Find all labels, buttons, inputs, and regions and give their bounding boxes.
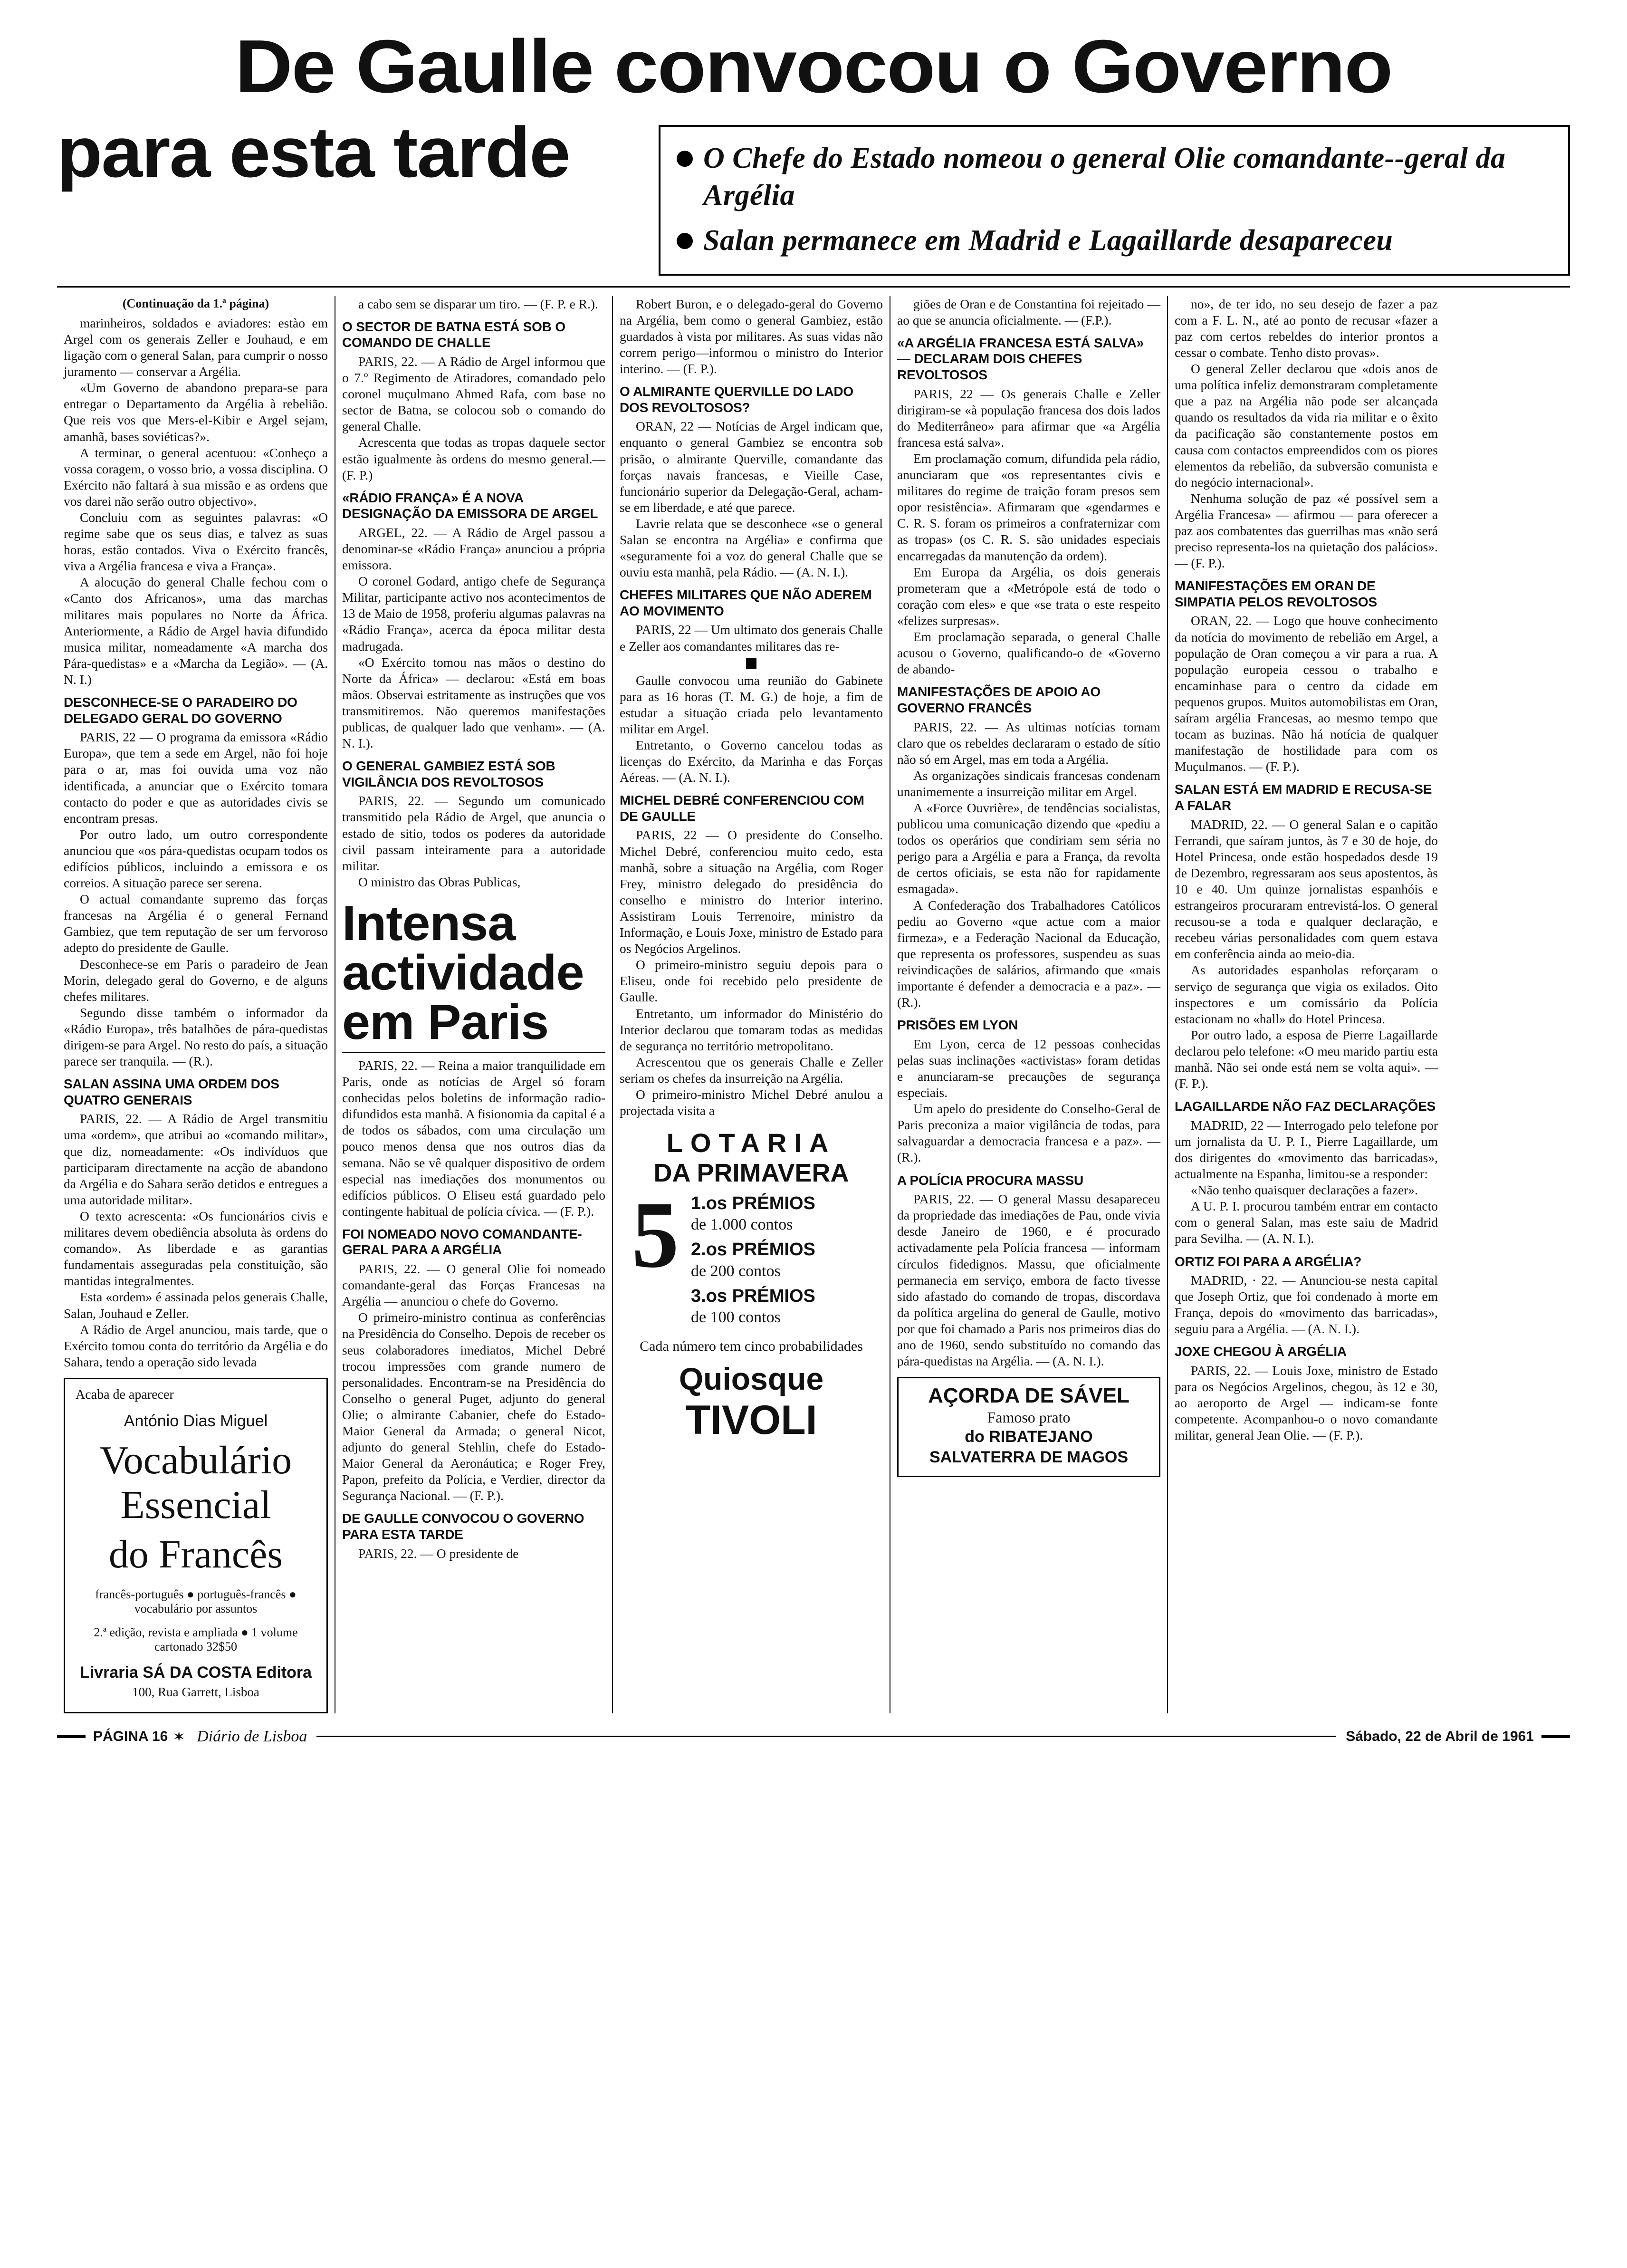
lottery-big-number: 5 — [632, 1182, 679, 1288]
paragraph: MADRID, 22. — O general Salan e o capitão Ferrandi, que saíram juntos, às 7 e 30 de hoje, do Hotel Princesa, onde estão hospedados desde 19 de Dezembro, regressaram aos seus apostentos, às 10 e 40. Um quinze jornalistas espanhóis e estrangeiros procuraram entrevistá-los. O general recusou-se a toda e qualquer declaração, e recebeu várias personalidades com quem estava em conferência ainda ao meio-dia. — [1175, 817, 1438, 961]
bullet-item — [677, 140, 1552, 214]
paragraph: Em Europa da Argélia, os dois generais prometeram que a «Metrópole está de todo o coração com eles» e que «se trata o este respeito «felizes surpresas». — [897, 564, 1160, 628]
lottery-note: Cada número tem cinco probabilidades — [640, 1338, 863, 1354]
paragraph: no», de ter ido, no seu desejo de fazer a paz com a F. L. N., até ao ponto de recusar «fazer a paz com certos rebeldes do interior prontos a cessar o combate. Tenho disto provas». — [1175, 296, 1438, 360]
lottery-subtitle: DA PRIMAVERA — [653, 1159, 849, 1188]
column-2 — [335, 296, 612, 1713]
prize-amount: de 1.000 contos — [691, 1216, 793, 1234]
section-subhead: FOI NOMEADO NOVO COMANDANTE-GERAL PARA A ARGÉLIA — [342, 1226, 582, 1258]
secondary-banner-headline: Intensa actividade em Paris — [342, 895, 584, 1050]
paragraph: Acrescenta que todas as tropas daquele sector estão igualmente às ordens do mesmo general.—(F. P.) — [342, 435, 605, 482]
restaurant-advertisement[interactable] — [897, 1377, 1160, 1477]
bullet-item — [677, 222, 1552, 259]
footer-paper-name: Diário de Lisboa — [197, 1727, 307, 1745]
paragraph: Por outro lado, a esposa de Pierre Lagaillarde declarou pelo telefone: «O meu marido partiu esta manhã. Não sei onde está nem se volta aqui». — (F. P.). — [1175, 1027, 1438, 1091]
bullet-text: O Chefe do Estado nomeou o general Olie comandante--geral da Argélia — [703, 142, 1506, 211]
paragraph: Gaulle convocou uma reunião do Gabinete para as 16 horas (T. M. G.) de hoje, a fim de estudar a situação criada pelo levantamento militar em Argel. — [620, 673, 883, 736]
continuation-note: (Continuação da 1.ª página) — [122, 296, 269, 310]
footer-dash-icon — [1541, 1735, 1570, 1738]
paragraph: O coronel Godard, antigo chefe de Segurança Militar, participante activo nos acontecimentos de 13 de Maio de 1958, proferiu algumas palavras na «Rádio França», acerca da época militar desta madrugada. — [342, 574, 605, 653]
column-4 — [890, 296, 1167, 1713]
paragraph: O general Zeller declarou que «dois anos de uma política infeliz demonstraram completamente que a paz na Argélia não pode ser alcançada quando os resultados da vida ria militar e o êxito da pacificação são constantemente postos em causa com contactos empreendidos com os piores elementos da rebelião, da subversão comunista e do negócio internacional». — [1175, 361, 1438, 490]
paragraph: MADRID, 22 — Interrogado pelo telefone por um jornalista da U. P. I., Pierre Lagaillarde, um dos dirigentes do «movimento das barricadas», actualmente na Espanha, limitou-se a responder: — [1175, 1117, 1438, 1182]
prize-label: 2.os PRÉMIOS — [691, 1240, 815, 1260]
paragraph: A alocução do general Challe fechou com o «Canto dos Africanos», uma das marchas militares mais populares no Norte da África. Anteriormente, a Rádio de Argel havia difundido musica militar, nomeadamente «A marcha dos Pára-quedistas» e a «Marcha da Legião». — (A. N. I.) — [64, 575, 328, 687]
paragraph: Entretanto, o Governo cancelou todas as licenças do Exército, da Marinha e das Forças Aéreas. — (A. N. I.). — [620, 738, 883, 785]
ad-author: António Dias Miguel — [124, 1412, 268, 1430]
section-subhead: SALAN ESTÁ EM MADRID E RECUSA-SE A FALAR — [1175, 782, 1432, 813]
column-1 — [57, 296, 335, 1713]
paragraph: Concluiu com as seguintes palavras: «O regime sabe que os seus dias, e talvez as suas horas, estão contados. Viva o Exército francês, viva a Argélia francesa e viva a França». — [64, 510, 328, 574]
ad-title-line2: do Francês — [108, 1532, 283, 1576]
ad-publisher: Livraria SÁ DA COSTA Editora — [79, 1663, 312, 1682]
section-subhead: O GENERAL GAMBIEZ ESTÁ SOB VIGILÂNCIA DOS REVOLTOSOS — [342, 759, 555, 789]
paragraph: «Um Governo de abandono prepara-se para entregar o Departamento da Argélia à rebelião. Que reis vos que Mers-el-Kibir e Argel sejam, amanhã, bases soviéticas?». — [64, 380, 328, 444]
prize-label: 1.os PRÉMIOS — [691, 1193, 815, 1214]
paragraph: O actual comandante supremo das forças francesas na Argélia é o general Fernand Gambiez, que tem reputação de ser um fervoroso adepto do presidente de Gaulle. — [64, 892, 328, 955]
prize-amount: de 200 contos — [691, 1262, 781, 1280]
prize-label: 3.os PRÉMIOS — [691, 1286, 815, 1306]
paragraph: PARIS, 22. — A Rádio de Argel informou que o 7.º Regimento de Atiradores, comandado pelo coronel muçulmano Ahmed Rafa, com base no sector de Batna, se colocou sob o comando do general Challe. — [342, 354, 605, 434]
paragraph: A U. P. I. procurou também entrar em contacto com o general Salan, mas este saiu de Madrid para Sevilha. — (A. N. I.). — [1175, 1199, 1438, 1246]
section-subhead: ORTIZ FOI PARA A ARGÉLIA? — [1175, 1254, 1362, 1269]
paragraph: O primeiro-ministro Michel Debré anulou a projectada visita a — [620, 1086, 883, 1118]
footer-page-number: PÁGINA 16 — [93, 1728, 168, 1744]
paragraph: marinheiros, soldados e aviadores: estào em Argel com os generais Zeller e Jouhaud, e em ligação com o general Salan, para cumprir o nosso juramento — conservar a Argélia. — [64, 315, 328, 379]
section-subhead: O ALMIRANTE QUERVILLE DO LADO DOS REVOLTOSOS? — [620, 384, 853, 415]
paragraph: PARIS, 22. — As ultimas notícias tornam claro que os rebeldes declararam o estado de sítio não só em Argel, mas em toda a Argélia. — [897, 719, 1160, 767]
paragraph: Em proclamação separada, o general Challe acusou o Governo, qualificando-o de «Governo de abando- — [897, 629, 1160, 677]
paragraph: Em proclamação comum, difundida pela rádio, anunciaram que «os representantes civis e militares do regime de traição foram presos sem opor resistência». Afirmaram que «gendarmes e C. R. S. foram os primeiros a confraternizar com as tropas» (os C. R. S. são unidades especiais encarregadas da manutenção da ordem). — [897, 451, 1160, 563]
paragraph: MADRID, · 22. — Anunciou-se nesta capital que Joseph Ortiz, que foi condenado à morte em França, depois do «movimento das barricadas», seguiu para a Argélia. — (A. N. I.). — [1175, 1273, 1438, 1336]
footer-date: Sábado, 22 de Abril de 1961 — [1346, 1728, 1534, 1744]
paragraph: a cabo sem se disparar um tiro. — (F. P. e R.). — [358, 296, 598, 311]
column-5 — [1167, 296, 1445, 1713]
paragraph: Segundo disse também o informador da «Rádio Europa», três batalhões de pára-quedistas dirigem-se para Argel. No resto do país, a situação parece ser tranquila. — (R.). — [64, 1005, 328, 1069]
ad-subtitle-2: 2.ª edição, revista e ampliada ● 1 volume cartonado 32$50 — [94, 1625, 298, 1653]
paragraph: Nenhuma solução de paz «é possível sem a Argélia Francesa» — afirmou — para oferecer a paz aos combatentes das guerrilhas mas «não será preciso representa-los na quietação dos palácios». — (F. P.). — [1175, 490, 1438, 571]
lottery-advertisement[interactable] — [620, 1127, 883, 1444]
lottery-vendor — [620, 1361, 883, 1444]
paragraph: Entretanto, um informador do Ministério do Interior declarou que tomaram todas as medidas de segurança no território metropolitano. — [620, 1006, 883, 1053]
paragraph: «Não tenho quaisquer declarações a fazer». — [1191, 1182, 1418, 1198]
paragraph: PARIS, 22 — Os generais Challe e Zeller dirigiram-se «à população francesa dos dois lados do Mediterrâneo» para afirmar que «a Argélia francesa está salva». — [897, 386, 1160, 450]
column-3 — [612, 296, 890, 1713]
section-subhead: MANIFESTAÇÕES DE APOIO AO GOVERNO FRANCÊS — [897, 684, 1101, 715]
paragraph: O primeiro-ministro continua as conferências na Presidência do Conselho. Depois de receber os seus colaboradores imediatos, Michel Debré trocou impressões com grande numero de personalidades. Encontram-se na Presidência do Conselho o general Puget, adjunto do general Olie; o almirante Cabanier, chefe do Estado-Maior General da Armada; o general Nicot, adjunto do general Stehlin, chefe do Estado-Maior General da Aeronáutica; e Roger Frey, Papon, prefeito da Polícia, e Verdier, director da Segurança Nacional. — (F. P.). — [342, 1310, 605, 1503]
ad-subtitle-1: francês-português ● português-francês ● vocabulário por assuntos — [95, 1587, 297, 1615]
paragraph: Desconhece-se em Paris o paradeiro de Jean Morin, delegado geral do Governo, e de alguns chefes militares. — [64, 956, 328, 1004]
ad-kicker: Acaba de aparecer — [76, 1387, 174, 1402]
paragraph: Acrescentou que os generais Challe e Zeller seriam os chefes da insurreição na Argélia. — [620, 1054, 883, 1086]
paragraph: A Rádio de Argel anunciou, mais tarde, que o Exército tomou conta do território da Argélia e do Sahara, tendo a operação sido levada — [64, 1322, 328, 1369]
paragraph: «O Exército tomou nas mãos o destino do Norte da África» — declarou: «Está em boas mãos. Observai estritamente as instruções que vos transmitiremos. Não queremos manifestações publicas, de qualquer lado que venham». — (A. N. I.). — [342, 654, 605, 751]
paragraph: Robert Buron, e o delegado-geral do Governo na Argélia, bem como o general Gambiez, estão guardados à vista por militares. As suas vidas não correm perigo—informou o ministro do Interior interino. — (F. P.). — [620, 296, 883, 376]
paragraph: As organizações sindicais francesas condenam unanimemente a insurreição militar em Argel. — [897, 768, 1160, 799]
page-footer — [57, 1728, 1570, 1765]
section-subhead: SALAN ASSINA UMA ORDEM DOS QUATRO GENERAIS — [64, 1076, 279, 1107]
vendor-name-small: Quiosque — [679, 1361, 824, 1396]
section-subhead: O SECTOR DE BATNA ESTÁ SOB O COMANDO DE CHALLE — [342, 319, 565, 350]
paragraph: PARIS, 22 — O programa da emissora «Rádio Europa», que tem a sede em Argel, não foi hoje para o ar, mas foi ouvida uma voz não identificada, a anunciar que o Exército tomara contacto do poder e que as autoridades civis se encontram presas. — [64, 730, 328, 826]
prize-amount: de 100 contos — [691, 1308, 781, 1326]
section-subhead: DESCONHECE-SE O PARADEIRO DO DELEGADO GERAL DO GOVERNO — [64, 695, 297, 726]
paragraph: As autoridades espanholas reforçaram o serviço de segurança que vigia os exilados. Oito inspectores e um comissário da Polícia estacionam no «hall» do Hotel Princesa. — [1175, 962, 1438, 1026]
page-headline-line2: para esta tarde — [57, 112, 570, 192]
paragraph: ORAN, 22 — Notícias de Argel indicam que, enquanto o general Gambiez se encontra sob prisão, o almirante Querville, comandante das forças navais francesas, e Vieille Case, funcionário superior da Delegação-Geral, acham-se em liberdade, e até que parece. — [620, 419, 883, 515]
ad-dish-line1: Famoso prato — [987, 1409, 1071, 1426]
section-subhead: «RÁDIO FRANÇA» É A NOVA DESIGNAÇÃO DA EMISSORA DE ARGEL — [342, 490, 598, 521]
section-subhead: JOXE CHEGOU À ARGÉLIA — [1175, 1344, 1347, 1359]
section-subhead: LAGAILLARDE NÃO FAZ DECLARAÇÕES — [1175, 1099, 1436, 1114]
section-subhead: CHEFES MILITARES QUE NÃO ADEREM AO MOVIMENTO — [620, 587, 872, 618]
ad-title-line1: Vocabulário Essencial — [99, 1438, 292, 1527]
paragraph: A Confederação dos Trabalhadores Católicos pediu ao Governo «que actue com a maior firmeza», e a Federação Nacional da Educação, que representa os professores, suspendeu as suas reivindicações de salários, afirmando que «mais importante é defender a democracia e a paz». — (R.). — [897, 897, 1160, 1010]
ad-dish-line3: SALVATERRA DE MAGOS — [929, 1448, 1129, 1466]
vendor-name-big: TIVOLI — [685, 1397, 817, 1443]
section-subhead: PRISÕES EM LYON — [897, 1018, 1018, 1033]
book-advertisement[interactable] — [64, 1378, 328, 1713]
paragraph: Um apelo do presidente do Conselho-Geral de Paris preconiza a maior vigilância de todas, para salvaguardar a democracia francesa e a paz». — (R.). — [897, 1101, 1160, 1165]
paragraph: PARIS, 22. — Segundo um comunicado transmitido pela Rádio de Argel, que anuncia o estado de sitio, todos os poderes da autoridade civil passam inteiramente para a autoridade militar. — [342, 793, 605, 873]
newspaper-page — [0, 25, 1627, 2268]
paragraph: PARIS, 22 — Um ultimato dos generais Challe e Zeller aos comandantes militares das re- — [620, 622, 883, 653]
ad-address: 100, Rua Garrett, Lisboa — [132, 1684, 259, 1699]
bullet-dot-icon — [677, 151, 693, 167]
bullet-dot-icon — [677, 233, 693, 249]
section-subhead: «A ARGÉLIA FRANCESA ESTÁ SALVA» — DECLARAM DOIS CHEFES REVOLTOSOS — [897, 335, 1144, 383]
section-subhead: MANIFESTAÇÕES EM ORAN DE SIMPATIA PELOS REVOLTOSOS — [1175, 578, 1377, 609]
ad-dish-line2: do RIBATEJANO — [965, 1428, 1093, 1446]
paragraph: O primeiro-ministro seguiu depois para o Eliseu, onde foi recebido pelo presidente de Gaulle. — [620, 957, 883, 1005]
square-divider-icon — [620, 657, 883, 672]
banner-rule — [342, 1052, 605, 1053]
paragraph: PARIS, 22. — Louis Joxe, ministro de Estado para os Negócios Argelinos, chegou, às 12 e 30, ao aeroporto de Argel — indicam-se fonte competente. Acompanhou-o o novo comandante militar, general Jean Olie. — (F. P.). — [1175, 1363, 1438, 1443]
bullet-text: Salan permanece em Madrid e Lagaillarde desapareceu — [703, 224, 1393, 257]
summary-bullets-box — [659, 125, 1570, 276]
paragraph: PARIS, 22. — O general Massu desapareceu da propriedade das imediações de Pau, onde vivia desde Janeiro de 1960, e é procurado activadamente pela Polícia francesa — informam círculos fidedignos. Massu, que oficialmente permanecia em serviço, embora de facto tivesse sido afastado do comando de tropas, discordava da política argelina do general de Gaulle, motivo por que foi chamado a Paris nos primeiros dias do ano de 1960, sendo substituído no comando das pára-quedistas na Argélia. — (A. N. I.). — [897, 1192, 1160, 1369]
section-subhead: MICHEL DEBRÉ CONFERENCIOU COM DE GAULLE — [620, 793, 864, 824]
paragraph: A «Force Ouvrière», de tendências socialistas, publicou uma comunicação dizendo que «pediu a todos os operários que condiriam sem séria no perigo para a Argélia e para a França, da revolta de certos oficiais, se esta não for rapidamente esmagada». — [897, 800, 1160, 896]
paragraph: PARIS, 22. — O general Olie foi nomeado comandante-geral das Forças Francesas na Argélia — anunciou o chefe do Governo. — [342, 1261, 605, 1309]
paragraph: ARGEL, 22. — A Rádio de Argel passou a denominar-se «Rádio França» anunciou a própria emissora. — [342, 525, 605, 573]
ad-dish-title: AÇORDA DE SÁVEL — [928, 1384, 1129, 1408]
lottery-title: LOTARIA — [666, 1128, 836, 1158]
paragraph: A terminar, o general acentuou: «Conheço a vossa coragem, o vosso brio, a vossa disciplina. O Exército não faltará à sua missão e as ordens que vos darei não serão outro objectivo». — [64, 445, 328, 509]
section-subhead: A POLÍCIA PROCURA MASSU — [897, 1172, 1084, 1188]
paragraph: O ministro das Obras Publicas, — [358, 874, 521, 889]
paragraph: giões de Oran e de Constantina foi rejeitado — ao que se anuncia oficialmente. — (F.P.). — [897, 296, 1160, 327]
paragraph: PARIS, 22 — O presidente do Conselho. Michel Debré, conferenciou muito cedo, esta manhã, sobre a situação na Argélia, com Roger Frey, ministro delegado do presidência do conselho e ministro do Interior interino. Assistiram Louis Terrenoire, ministro da Informação, e Louis Joxe, ministro de Estado para os Negócios Argelinos. — [620, 827, 883, 956]
paragraph: ORAN, 22. — Logo que houve conhecimento da notícia do movimento de rebelião em Argel, a população de Oran começou a vir para a rua. A população europeia cessou o trabalho e encaminhase para o centro da cidade em pequenos grupos. Muitos automobilistas em Oran, saíram argélia Francesas, ao mesmo tempo que tocam as buzinas. Não há notícia de qualquer manifestação de hostilidade para com os Muçulmanos. — (F. P.). — [1175, 613, 1438, 774]
page-headline-line1: De Gaulle convocou o Governo — [235, 25, 1392, 108]
paragraph: PARIS, 22. — O presidente de — [358, 1546, 519, 1561]
header-rule — [57, 286, 1570, 288]
footer-dash-icon — [57, 1735, 86, 1738]
paragraph: Esta «ordem» é assinada pelos generais Challe, Salan, Jouhaud e Zeller. — [64, 1289, 328, 1321]
paragraph: O texto acrescenta: «Os funcionários civis e militares devem obediência absoluta às ordens do comando». As liberdade e as garantias fundamentais asseguradas pela constituição, são mantidas integralmentes. — [64, 1208, 328, 1288]
paragraph: PARIS, 22. — Reina a maior tranquilidade em Paris, onde as notícias de Argel só foram conhecidas pelos boletins de informação radio-difundidos esta manhã. A fisionomia da capital é a de todos os sábados, com uma circulação um pouco menos densa que nos outros dias da semana. Não se vê qualquer dispositivo de ordem especial nas imediações dos monumentos ou edifícios públicos. O Eliseu está guardado pelo contingente habitual de polícia cívica. — (F. P.). — [342, 1057, 605, 1219]
star-icon: ✶ — [172, 1728, 186, 1745]
article-columns — [57, 296, 1570, 1713]
paragraph: Por outro lado, um outro correspondente anunciou que «os pára-quedistas ocupam todos os edifícios públicos, incluindo a emissora e os correios. A situação parece ser serena. — [64, 826, 328, 891]
paragraph: Lavrie relata que se desconhece «se o general Salan se encontra na Argélia» e confirma que «seguramente foi a voz do general Challe que se ouviu esta manhã, pela Rádio. — (A. N. I.). — [620, 516, 883, 580]
section-subhead: DE GAULLE CONVOCOU O GOVERNO PARA ESTA TARDE — [342, 1511, 584, 1542]
headline-and-bullets — [57, 110, 1570, 276]
paragraph: PARIS, 22. — A Rádio de Argel transmitiu uma «ordem», que atribui ao «comando militar», que diz, nomeadamente: «Os indivíduos que participaram directamente na acção de abandono da Argélia e do Sahara serão detidos e entregues a uma autoridade militar». — [64, 1111, 328, 1207]
paragraph: Em Lyon, cerca de 12 pessoas conhecidas pelas suas inclinações «activistas» foram detidas e anunciaram-se precauções de segurança especiais. — [897, 1036, 1160, 1100]
footer-rule — [316, 1736, 1336, 1737]
